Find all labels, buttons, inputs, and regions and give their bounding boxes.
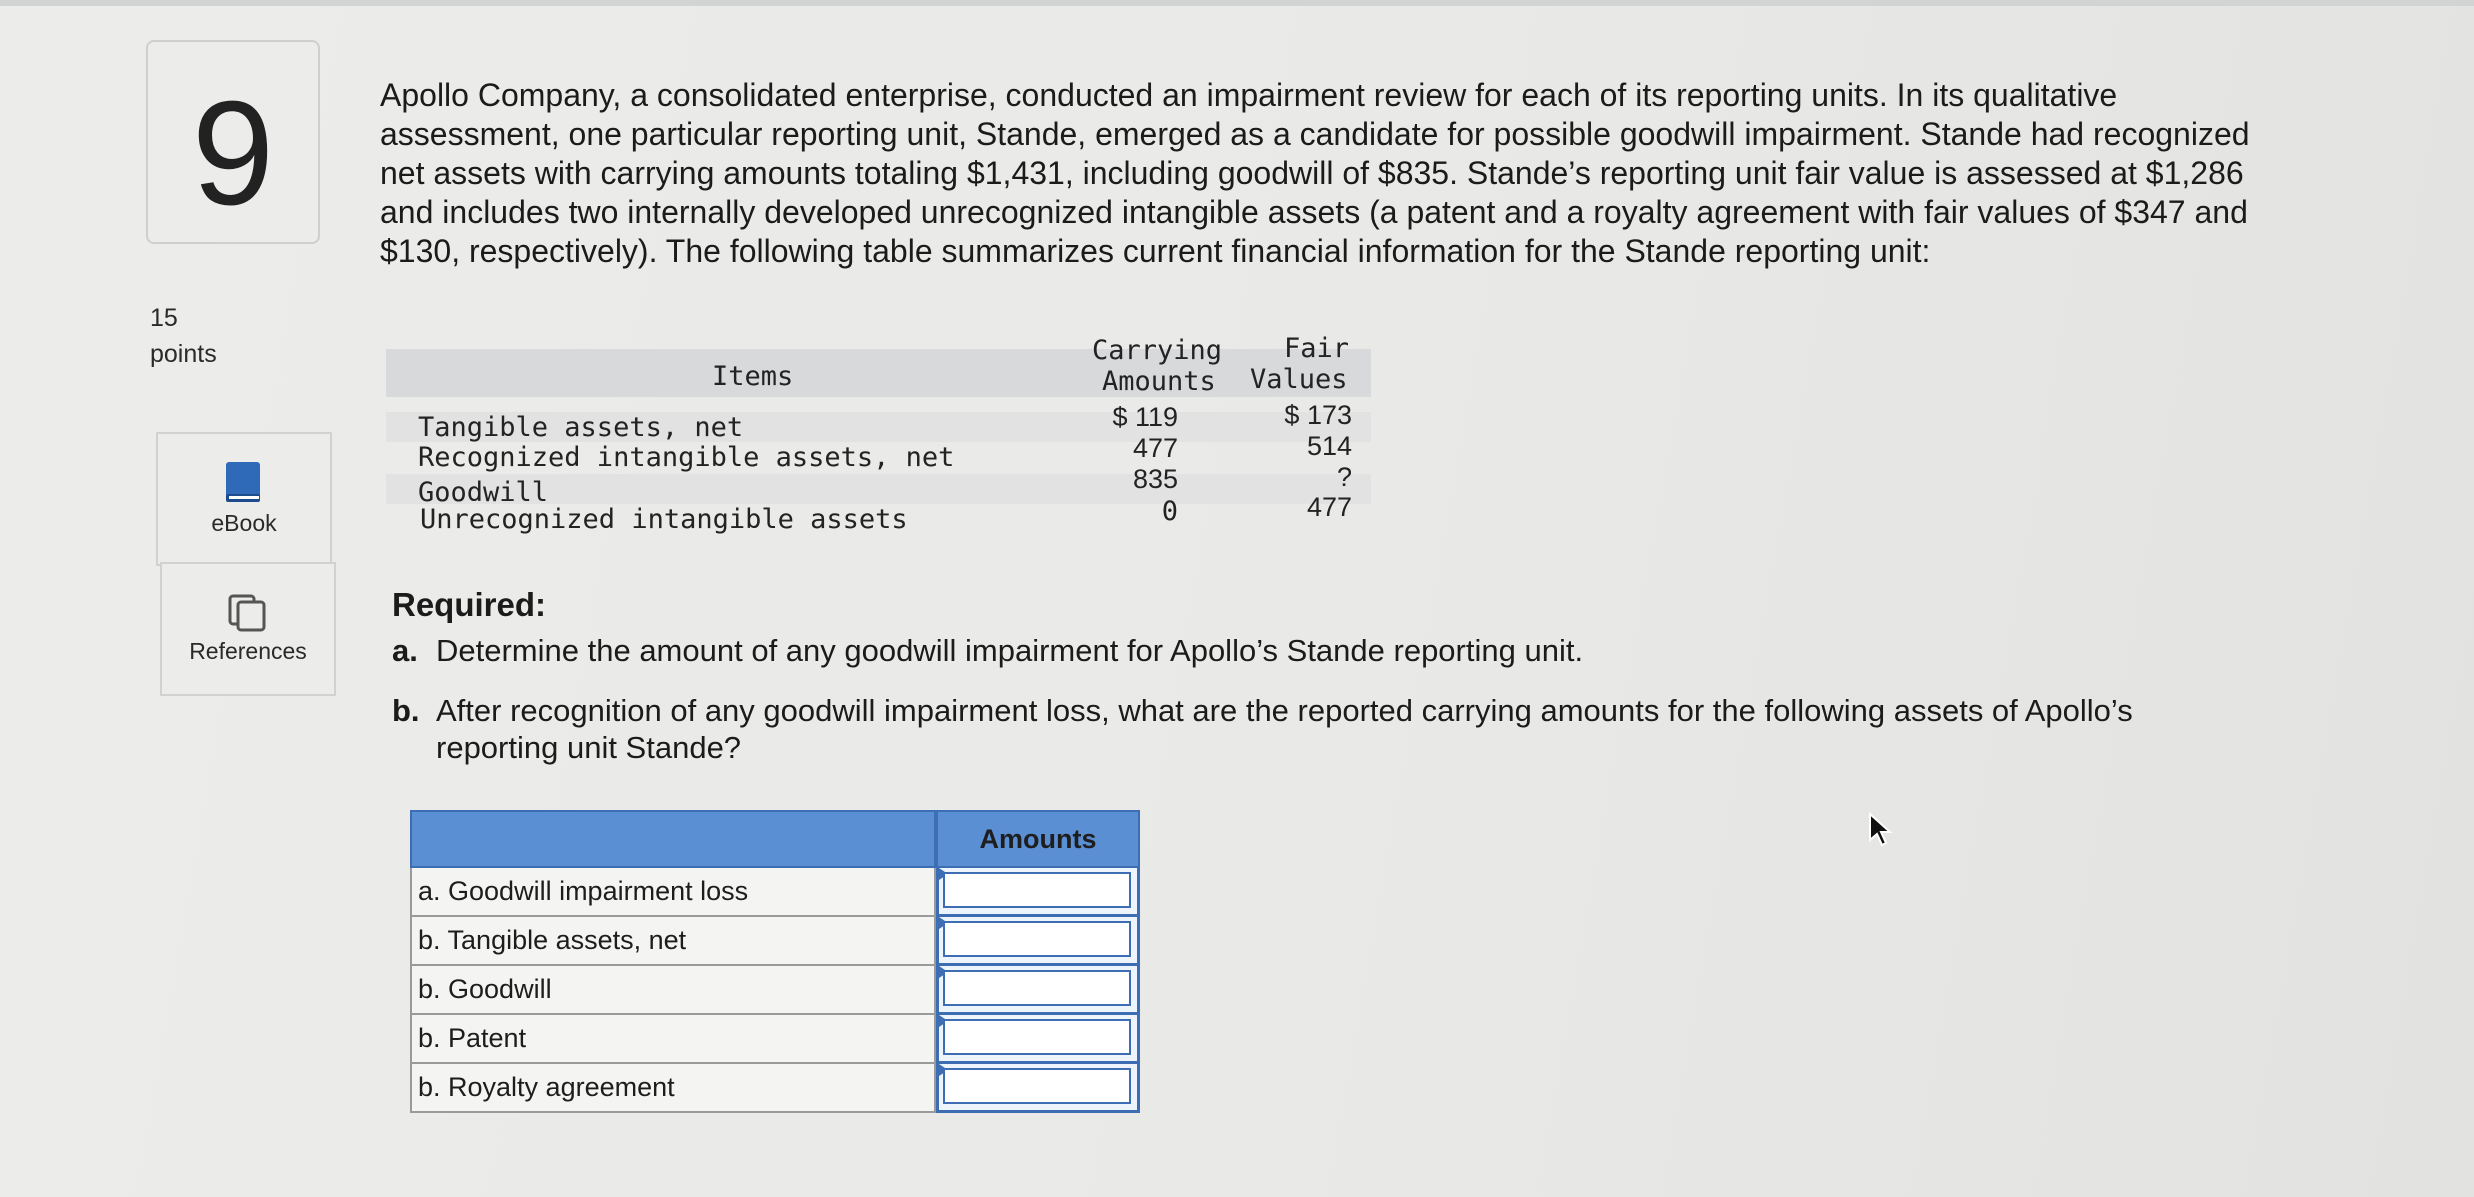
part-b-text: After recognition of any goodwill impairment loss, what are the reported carrying amounts for the following assets of Apollo’s xyxy=(436,693,2133,728)
table-row-fair: ? xyxy=(1336,462,1352,492)
answer-row-label: b. Tangible assets, net xyxy=(410,917,936,966)
documents-icon xyxy=(226,592,270,634)
references-label: References xyxy=(189,638,307,664)
required-part-b xyxy=(392,692,2133,730)
answer-cell xyxy=(936,917,1140,966)
top-divider xyxy=(0,0,2474,6)
header-values: Values xyxy=(1250,364,1348,395)
table-row-carrying: 0 xyxy=(1161,496,1178,527)
header-amounts: Amounts xyxy=(1102,366,1216,397)
points-value: 15 xyxy=(150,304,178,332)
answer-row-label: b. Royalty agreement xyxy=(410,1064,936,1113)
answer-cell xyxy=(936,966,1140,1015)
ebook-button[interactable] xyxy=(156,432,332,566)
answer-cell xyxy=(936,1064,1140,1113)
table-row-fair: 477 xyxy=(1306,492,1352,522)
table-row-carrying: $ 119 xyxy=(1112,402,1178,432)
required-part-b-continued: reporting unit Stande? xyxy=(436,730,742,765)
answer-row-label: a. Goodwill impairment loss xyxy=(410,868,936,917)
goodwill-impairment-loss-input[interactable] xyxy=(943,872,1131,908)
book-icon xyxy=(224,460,264,504)
part-a-letter: a. xyxy=(392,633,418,668)
question-number: 9 xyxy=(191,71,275,236)
header-carrying: Carrying xyxy=(1092,335,1223,366)
table-row-item: Goodwill xyxy=(418,477,549,508)
data-table-header xyxy=(386,349,1371,397)
table-row-item: Unrecognized intangible assets xyxy=(420,504,908,535)
answer-row-label: b. Patent xyxy=(410,1015,936,1064)
ebook-label: eBook xyxy=(211,510,277,536)
answer-row-label: b. Goodwill xyxy=(410,966,936,1015)
problem-statement xyxy=(380,76,2380,271)
answer-table-header-amounts: Amounts xyxy=(936,810,1140,868)
answer-cell xyxy=(936,868,1140,917)
header-items: Items xyxy=(712,361,794,392)
problem-line: Apollo Company, a consolidated enterprise, conducted an impairment review for each of its reporting units. In its qualitative xyxy=(380,77,2118,113)
answer-table-header-blank xyxy=(410,810,936,868)
part-a-text: Determine the amount of any goodwill impairment for Apollo’s Stande reporting unit. xyxy=(436,633,1584,668)
tangible-assets-input[interactable] xyxy=(943,921,1131,957)
references-button[interactable] xyxy=(160,562,336,696)
problem-line: assessment, one particular reporting unit, Stande, emerged as a candidate for possible goodwill impairment. Stande had recognized xyxy=(380,116,2250,152)
mouse-cursor-icon xyxy=(1868,812,1894,848)
problem-line: net assets with carrying amounts totaling $1,431, including goodwill of $835. Stande’s reporting unit fair value is assessed at $1,286 xyxy=(380,155,2244,191)
answer-cell xyxy=(936,1015,1140,1064)
part-b-letter: b. xyxy=(392,693,420,728)
problem-line: $130, respectively). The following table summarizes current financial information for the Stande reporting unit: xyxy=(380,233,1931,269)
required-title: Required: xyxy=(392,586,547,623)
points-info xyxy=(150,300,217,372)
table-row-carrying: 477 xyxy=(1132,433,1178,463)
patent-input[interactable] xyxy=(943,1019,1131,1055)
table-row-item: Tangible assets, net xyxy=(418,412,744,443)
header-fair: Fair xyxy=(1284,333,1350,364)
royalty-agreement-input[interactable] xyxy=(943,1068,1131,1104)
problem-line: and includes two internally developed unrecognized intangible assets (a patent and a royalty agreement with fair values of $347 and xyxy=(380,194,2248,230)
table-row-fair: $ 173 xyxy=(1284,400,1352,430)
table-row-carrying: 835 xyxy=(1132,464,1178,494)
question-number-box xyxy=(146,40,320,244)
points-label: points xyxy=(150,340,217,368)
required-part-a xyxy=(392,632,1583,670)
table-row-fair: 514 xyxy=(1306,431,1352,461)
goodwill-input[interactable] xyxy=(943,970,1131,1006)
table-row-item: Recognized intangible assets, net xyxy=(418,442,955,473)
